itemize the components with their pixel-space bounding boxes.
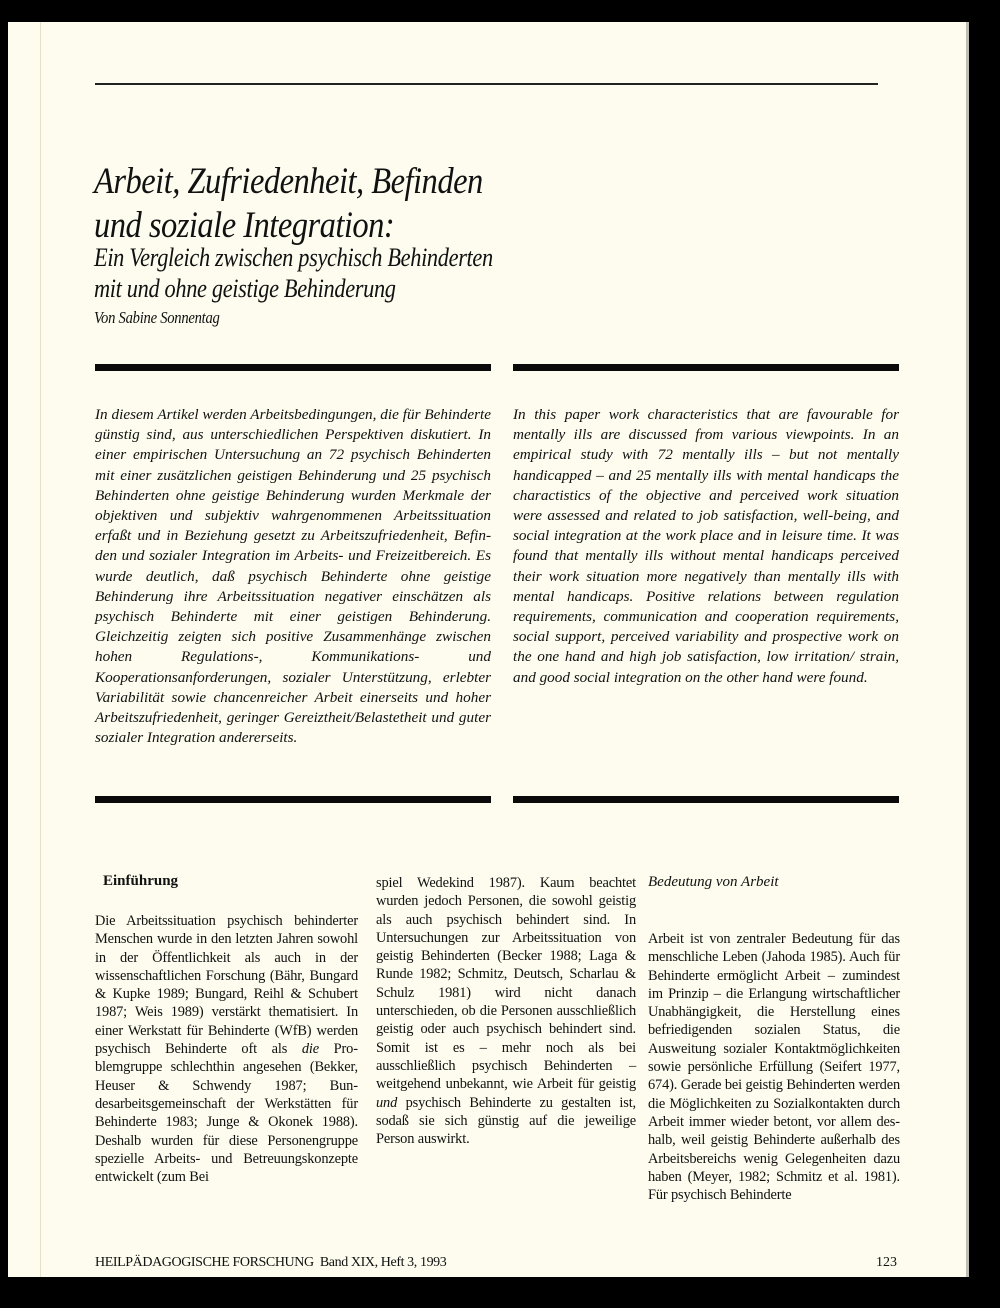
article-title — [94, 160, 483, 248]
journal-citation: HEILPÄDAGOGISCHE FORSCHUNG Band XIX, Heft 3, 1993 — [95, 1255, 447, 1270]
page-number: 123 — [876, 1255, 897, 1270]
header-rule — [95, 83, 878, 85]
col2-text-b: psychisch Behinderte zu gestalten ist, sodaß sie sich günstig auf die jeweilige Person auswirkt. — [376, 1094, 636, 1148]
title-line-2: und soziale Integration: — [94, 205, 395, 246]
abstract-bottom-bar-left — [95, 796, 491, 803]
binding-gutter-line — [40, 22, 41, 1277]
col1-text-b: Problemgruppe schlechthin angesehen (Bekker, Heuser & Schwendy 1987; Bundesarbeitsgemeinschaft der Werkstätten für Behinderte 1983; Junge & Okonek 1988). Deshalb wurden für diese Personengruppe spezielle Arbeits- und Betreuungskonzepte entwickelt (zum Bei — [95, 1041, 358, 1186]
subtitle-line-1: Ein Vergleich zwischen psychisch Behinderten — [94, 243, 493, 272]
col3-text: Arbeit ist von zentraler Bedeutung für das menschliche Leben (Jahoda 1985). Auch für Behinderte ermöglicht Arbeit – zumindest im Prinzip – die Erlangung wirtschaftlicher Unabhängigkeit, die Herstellung eines befriedigenden sozialen Status, die Ausweitung sozialer Kontaktmöglichkeiten sowie persönliche Erfüllung (Seifert 1977, 674). Gerade bei geistig Behinderten werden die Möglichkeiten zu Sozialkontakten durch Arbeit immer wieder betont, vor allem deshalb, weil geistig Behinderte außerhalb des Arbeitsbereichs wenig Gelegenheiten dazu haben (Meyer, 1982; Schmitz et al. 1981). Für psychisch Behinderte — [648, 931, 900, 1204]
body-column-2 — [376, 874, 636, 1148]
body-column-1 — [95, 912, 358, 1186]
abstract-bottom-bar-right — [513, 796, 899, 803]
abstract-english: In this paper work characteristics that are favourable for mentally ills are discussed from various viewpoints. In an empirical study with 72 mentally ills – but not mentally handicapped – and 25 mentally ills with mental handicaps the charactistics of the objective and perceived work situation were assessed and related to job satisfaction, well-being, and social integration at the work place and in leisure time. It was found that mentally ills without mental handicaps perceived their work situation more negatively than mentally ills with mental handicaps. Positive relations between regulation requirements, communication and cooperation requirements, social support, perceived variability and prospective work on the one hand and high job satisfaction, low irritation/ strain, and good social integration on the other hand were found. — [513, 406, 899, 686]
col2-emphasis: und — [376, 1094, 398, 1111]
col1-emphasis: die — [301, 1041, 319, 1058]
col2-text-a: spiel Wedekind 1987). Kaum beachtet wurden jedoch Personen, die sowohl geistig als auch psychisch behindert sind. In Untersuchungen zur Arbeitssituation von geistig Behinderten (Becker 1988; Laga & Runde 1982; Schmitz, Deutsch, Scharlau & Schulz 1981) wird nicht danach unterschieden, ob die Personen ausschließlich geistig oder auch psychisch behindert sind. Somit ist es – mehr noch als bei ausschließlich psychisch Behinderten – weitgehend unbekannt, wie Arbeit für geistig — [376, 875, 636, 1093]
section-heading-bedeutung: Bedeutung von Arbeit — [648, 874, 779, 890]
abstract-german: In diesem Artikel werden Arbeitsbedingungen, die für Behinderte günstig sind, aus unterschiedlichen Perspektiven diskutiert. In einer empirischen Untersuchung an 72 psychisch Behinderten mit einer zusätzlichen geistigen Behinderung und 25 psychisch Behinderten ohne geistige Behinderung wurden Merkmale der objektiven und subjektiv wahrgenommenen Arbeitssituation erfaßt und in Beziehung gesetzt zu Arbeitszufriedenheit, Befinden und sozialer Integration im Arbeits- und Freizeitbereich. Es wurde deutlich, daß psychisch Behinderte ohne geistige Behinderung ihre Arbeitssituation negativer einschätzen als psychisch Behinderte mit einer geistigen Behinderung. Gleichzeitig zeigten sich positive Zusammenhänge zwischen hohen Regulations-, Kommunikations- und Kooperationsanforderungen, sozialer Unterstützung, erlebter Variabilität sowie chancenreicher Arbeit einerseits und hoher Arbeitszufriedenheit, geringer Gereiztheit/Belastetheit und guter sozialer Integration andererseits. — [95, 406, 491, 747]
abstract-top-bar-left — [95, 364, 491, 371]
body-column-3 — [648, 930, 900, 1204]
abstract-top-bar-right — [513, 364, 899, 371]
section-heading-einfuehrung: Einführung — [103, 873, 179, 889]
author-byline: Von Sabine Sonnentag — [94, 308, 220, 327]
footer-journal-info — [95, 1255, 446, 1271]
col1-text-a: Die Arbeitssituation psychisch behinderter Menschen wurde in den letzten Jahren sowohl in der Öffentlichkeit als auch in der wissenschaftlichen Forschung (Bähr, Bungard & Kupke 1989; Bungard, Reihl & Schubert 1987; Weis 1989) verstärkt thematisiert. In einer Werkstatt für Behinderte (WfB) werden psychisch Behinderte oft als — [95, 913, 358, 1058]
article-subtitle — [94, 242, 493, 304]
subtitle-line-2: mit und ohne geistige Behinderung — [94, 274, 396, 303]
title-line-1: Arbeit, Zufriedenheit, Befinden — [94, 161, 483, 202]
journal-page — [8, 22, 969, 1277]
